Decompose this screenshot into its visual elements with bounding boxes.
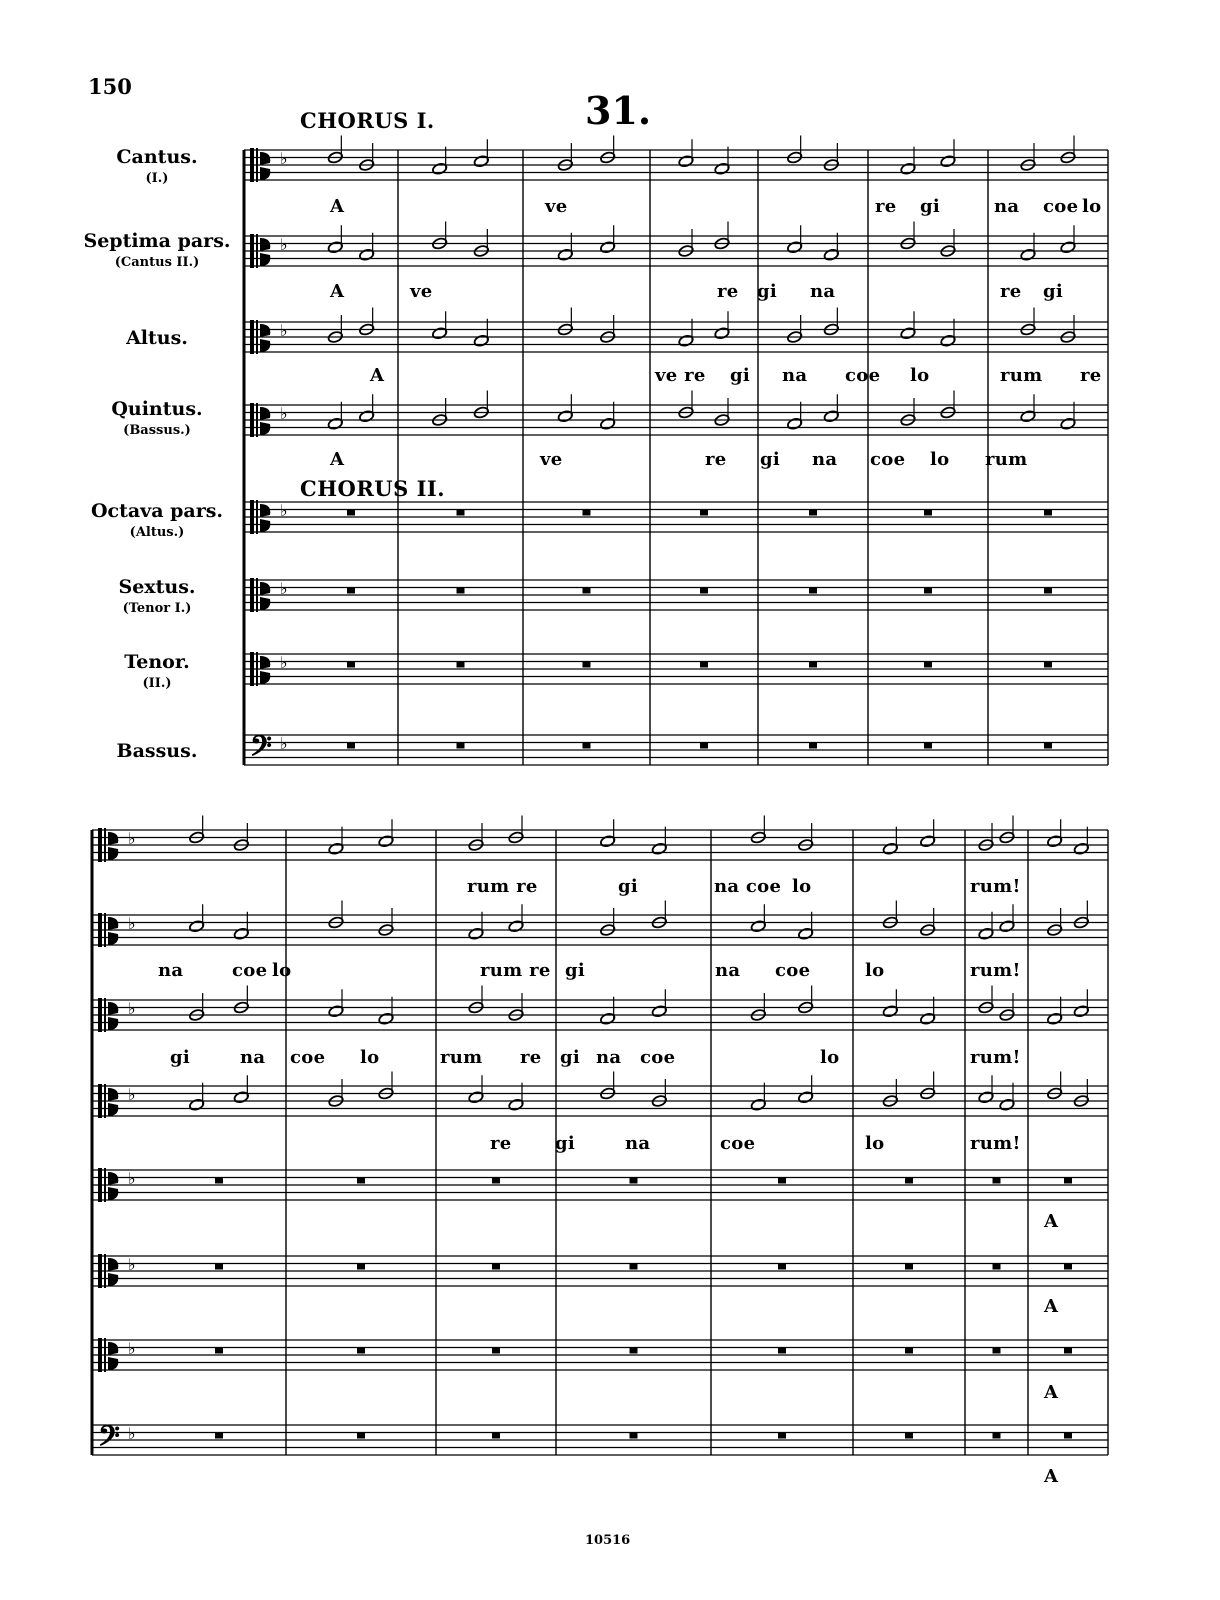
- c-clef-icon: [250, 578, 254, 612]
- voice-label-tenor: Tenor. (II.): [124, 651, 190, 691]
- c-clef-icon: [104, 998, 106, 1032]
- measure-rest: [905, 1264, 913, 1270]
- flat-icon: ♭: [128, 999, 136, 1018]
- c-clef-icon: [256, 578, 258, 612]
- c-clef-icon: [250, 320, 254, 354]
- measure-rest: [630, 1348, 638, 1354]
- measure-rest: [630, 1433, 638, 1439]
- measure-rest: [700, 510, 708, 516]
- voice-label-cantus: Cantus. (I.): [116, 146, 198, 186]
- piece-number: 31.: [585, 88, 652, 133]
- flat-icon: ♭: [128, 1339, 136, 1358]
- measure-rest: [905, 1433, 913, 1439]
- c-clef-icon: [260, 152, 270, 180]
- c-clef-icon: [256, 500, 258, 534]
- measure-rest: [457, 662, 465, 668]
- c-clef-icon: [260, 407, 270, 435]
- measure-rest: [700, 588, 708, 594]
- c-clef-icon: [98, 1168, 102, 1202]
- flat-icon: ♭: [280, 321, 288, 340]
- c-clef-icon: [98, 1084, 102, 1118]
- c-clef-icon: [104, 1084, 106, 1118]
- flat-icon: ♭: [280, 579, 288, 598]
- measure-rest: [583, 662, 591, 668]
- measure-rest: [492, 1264, 500, 1270]
- measure-rest: [347, 662, 355, 668]
- c-clef-icon: [260, 238, 270, 266]
- c-clef-icon: [98, 828, 102, 862]
- c-clef-icon: [256, 320, 258, 354]
- measure-rest: [457, 743, 465, 749]
- c-clef-icon: [104, 1254, 106, 1288]
- flat-icon: ♭: [128, 829, 136, 848]
- voice-label-octava: Octava pars. (Altus.): [90, 500, 224, 540]
- c-clef-icon: [256, 234, 258, 268]
- c-clef-icon: [98, 913, 102, 947]
- measure-rest: [215, 1264, 223, 1270]
- measure-rest: [809, 743, 817, 749]
- chorus-label-2: CHORUS II.: [300, 476, 446, 501]
- measure-rest: [357, 1433, 365, 1439]
- measure-rest: [809, 510, 817, 516]
- c-clef-icon: [250, 652, 254, 686]
- measure-rest: [1044, 588, 1052, 594]
- measure-rest: [492, 1433, 500, 1439]
- system2-lyrics-voice8: A: [1044, 1466, 1059, 1487]
- measure-rest: [215, 1433, 223, 1439]
- c-clef-icon: [260, 504, 270, 532]
- measure-rest: [993, 1178, 1001, 1184]
- measure-rest: [1064, 1264, 1072, 1270]
- voice-label-septima: Septima pars. (Cantus II.): [83, 230, 231, 270]
- c-clef-icon: [108, 1088, 118, 1116]
- flat-icon: ♭: [128, 1085, 136, 1104]
- measure-rest: [630, 1264, 638, 1270]
- measure-rest: [357, 1348, 365, 1354]
- measure-rest: [1064, 1433, 1072, 1439]
- c-clef-icon: [108, 1002, 118, 1030]
- c-clef-icon: [98, 1254, 102, 1288]
- c-clef-icon: [250, 403, 254, 437]
- c-clef-icon: [250, 234, 254, 268]
- score-page: 150 31. CHORUS I. CHORUS II. Cantus. (I.) Septima pars. (Cantus II.) Altus. Quintus. (Bassus.) Octava pars. (Altus.) Sextus. (Tenor I.) Tenor. (II.) Bassus. A ve re gi na coe lo A ve re gi na re gi A ve re gi na coe lo rum re A ve re gi na coe lo rum rum re gi na coe lo rum! na coe lo rum re gi na coe lo rum! gi na coe lo rum re gi na coe lo rum! re gi na coe lo rum! A A A A 10516 ♭ ♭ ♭ ♭ ♭ ♭ ♭ 𝄢 ♭ ♭ ♭ ♭ ♭ ♭ ♭ ♭ 𝄢 ♭: [0, 0, 1220, 1600]
- measure-rest: [1044, 510, 1052, 516]
- measure-rest: [583, 588, 591, 594]
- system2-lyrics-voice5: A: [1044, 1211, 1059, 1232]
- measure-rest: [778, 1348, 786, 1354]
- c-clef-icon: [98, 998, 102, 1032]
- measure-rest: [993, 1433, 1001, 1439]
- measure-rest: [905, 1178, 913, 1184]
- measure-rest: [1044, 662, 1052, 668]
- flat-icon: ♭: [280, 501, 288, 520]
- measure-rest: [700, 662, 708, 668]
- c-clef-icon: [256, 652, 258, 686]
- measure-rest: [457, 588, 465, 594]
- flat-icon: ♭: [280, 149, 288, 168]
- c-clef-icon: [108, 1258, 118, 1286]
- measure-rest: [905, 1348, 913, 1354]
- measure-rest: [778, 1264, 786, 1270]
- flat-icon: ♭: [128, 1169, 136, 1188]
- measure-rest: [809, 588, 817, 594]
- flat-icon: ♭: [280, 734, 288, 753]
- flat-icon: ♭: [280, 653, 288, 672]
- c-clef-icon: [104, 1168, 106, 1202]
- flat-icon: ♭: [128, 1255, 136, 1274]
- measure-rest: [357, 1264, 365, 1270]
- measure-rest: [492, 1178, 500, 1184]
- measure-rest: [924, 743, 932, 749]
- system2-staves: [92, 828, 1108, 1460]
- c-clef-icon: [108, 1172, 118, 1200]
- measure-rest: [630, 1178, 638, 1184]
- page-number: 150: [88, 74, 132, 99]
- chorus-label-1: CHORUS I.: [300, 108, 435, 133]
- measure-rest: [993, 1348, 1001, 1354]
- flat-icon: ♭: [128, 1424, 136, 1443]
- voice-label-altus: Altus.: [126, 327, 188, 349]
- measure-rest: [924, 510, 932, 516]
- measure-rest: [1064, 1348, 1072, 1354]
- voice-label-sextus: Sextus. (Tenor I.): [118, 576, 196, 616]
- measure-rest: [809, 662, 817, 668]
- measure-rest: [347, 743, 355, 749]
- c-clef-icon: [104, 913, 106, 947]
- c-clef-icon: [250, 148, 254, 182]
- voice-label-bassus: Bassus.: [116, 740, 198, 762]
- measure-rest: [924, 588, 932, 594]
- plate-number: 10516: [585, 1533, 631, 1548]
- measure-rest: [778, 1178, 786, 1184]
- bass-clef-icon: 𝄢: [98, 1420, 120, 1460]
- c-clef-icon: [98, 1338, 102, 1372]
- measure-rest: [993, 1264, 1001, 1270]
- voice-label-quintus: Quintus. (Bassus.): [111, 398, 203, 438]
- measure-rest: [347, 588, 355, 594]
- measure-rest: [492, 1348, 500, 1354]
- c-clef-icon: [108, 832, 118, 860]
- system2-lyrics-voice7: A: [1044, 1382, 1059, 1403]
- measure-rest: [583, 743, 591, 749]
- measure-rest: [347, 510, 355, 516]
- c-clef-icon: [108, 1342, 118, 1370]
- system1-staves: [244, 148, 1108, 770]
- flat-icon: ♭: [128, 914, 136, 933]
- flat-icon: ♭: [280, 235, 288, 254]
- c-clef-icon: [260, 324, 270, 352]
- c-clef-icon: [104, 828, 106, 862]
- measure-rest: [700, 743, 708, 749]
- c-clef-icon: [256, 403, 258, 437]
- system2-lyrics-voice6: A: [1044, 1296, 1059, 1317]
- c-clef-icon: [260, 582, 270, 610]
- measure-rest: [357, 1178, 365, 1184]
- c-clef-icon: [250, 500, 254, 534]
- c-clef-icon: [260, 656, 270, 684]
- measure-rest: [583, 510, 591, 516]
- c-clef-icon: [256, 148, 258, 182]
- notation-symbols: [189, 136, 1090, 1439]
- flat-icon: ♭: [280, 404, 288, 423]
- measure-rest: [1064, 1178, 1072, 1184]
- c-clef-icon: [108, 917, 118, 945]
- bass-clef-icon: 𝄢: [250, 730, 272, 770]
- measure-rest: [457, 510, 465, 516]
- c-clef-icon: [104, 1338, 106, 1372]
- measure-rest: [1044, 743, 1052, 749]
- measure-rest: [778, 1433, 786, 1439]
- measure-rest: [215, 1348, 223, 1354]
- measure-rest: [215, 1178, 223, 1184]
- measure-rest: [924, 662, 932, 668]
